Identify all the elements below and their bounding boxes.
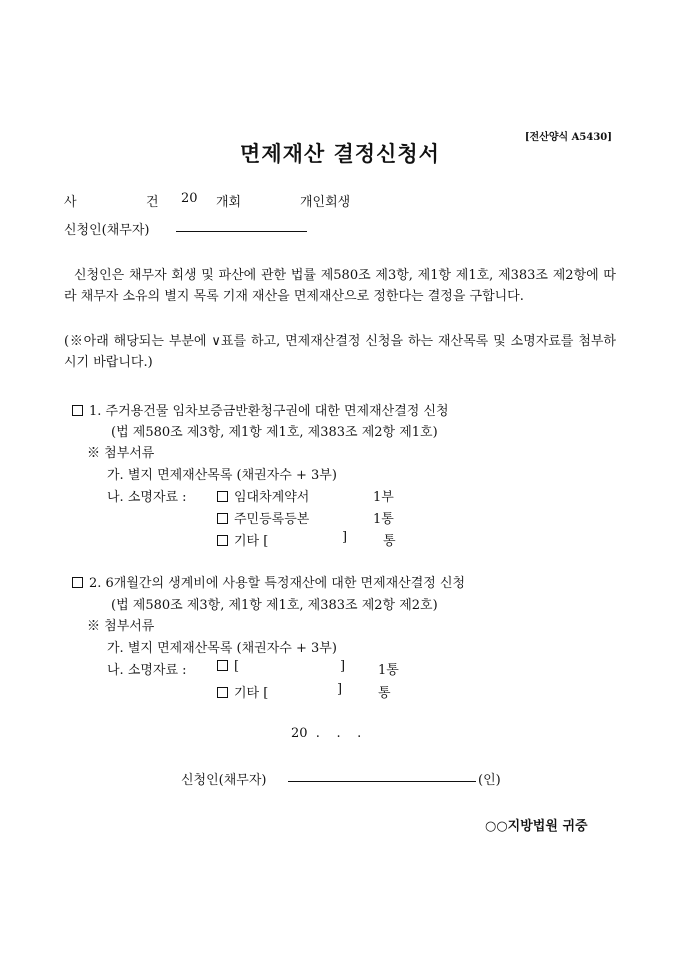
section2-doc-row [217, 682, 268, 701]
section1-doc-row [217, 486, 309, 505]
case-label-sa: 사 [64, 195, 77, 210]
signature-label: 신청인(채무자) [181, 773, 267, 788]
section2-item-ga: 가. 별지 면제재산목록 (채권자수 + 3부) [107, 641, 337, 656]
section1-doc-row [217, 508, 309, 527]
section2-item-na-label: 나. 소명자료 : [107, 663, 187, 678]
section1-item-na-label: 나. 소명자료 : [107, 490, 187, 505]
section1-doc3-close-bracket: ] [342, 530, 348, 545]
section2-title: 2. 6개월간의 생계비에 사용할 특정재산에 대한 면제재산결정 신청 [89, 576, 466, 591]
section1-doc3-checkbox[interactable] [217, 535, 228, 546]
section2-attach-heading: ※ 첨부서류 [87, 619, 155, 634]
section2-law: (법 제580조 제3항, 제1항 제1호, 제383조 제2항 제2호) [111, 598, 438, 613]
case-type-full: 개인회생 [300, 195, 351, 210]
section1-item-ga: 가. 별지 면제재산목록 (채권자수 + 3부) [107, 468, 337, 483]
section2-doc1-name: [ [234, 659, 240, 674]
case-year: 20 [181, 191, 198, 206]
section2-doc1-close-bracket: ] [340, 659, 346, 674]
form-code: [전산양식 A5430] [524, 132, 612, 143]
section1-doc-row [217, 530, 268, 549]
section1-doc2-qty: 1통 [373, 512, 394, 527]
document-title: 면제재산 결정신청서 [240, 141, 440, 166]
section2-title-row [72, 572, 465, 591]
signature-seal: (인) [478, 773, 501, 788]
section1-doc3-name: 기타 [ [234, 534, 269, 549]
section1-checkbox[interactable] [72, 405, 83, 416]
section2-checkbox[interactable] [72, 577, 83, 588]
case-type-short: 개회 [216, 195, 242, 210]
case-label-geon: 건 [146, 195, 159, 210]
section2-doc1-qty: 1통 [378, 663, 399, 678]
applicant-name-field[interactable] [176, 231, 307, 232]
section2-doc-row [217, 659, 239, 674]
date-line: 20 . . . [291, 726, 362, 741]
section1-doc1-name: 임대차계약서 [234, 490, 310, 505]
section2-doc1-checkbox[interactable] [217, 660, 228, 671]
section1-law: (법 제580조 제3항, 제1항 제1호, 제383조 제2항 제1호) [111, 425, 438, 440]
section1-doc3-qty: 통 [383, 534, 396, 549]
section2-doc2-checkbox[interactable] [217, 687, 228, 698]
section1-doc2-checkbox[interactable] [217, 513, 228, 524]
court-addressee: ○○지방법원 귀중 [485, 819, 588, 834]
section1-doc1-qty: 1부 [373, 490, 394, 505]
section1-title: 1. 주거용건물 임차보증금반환청구권에 대한 면제재산결정 신청 [89, 404, 449, 419]
section2-doc2-name: 기타 [ [234, 686, 269, 701]
intro-note: (※아래 해당되는 부분에 ∨표를 하고, 면제재산결정 신청을 하는 재산목록 및 소명자료를 첨부하시기 바랍니다.) [64, 334, 616, 370]
section2-doc2-close-bracket: ] [337, 682, 343, 697]
signature-field[interactable] [288, 781, 476, 782]
section1-doc1-checkbox[interactable] [217, 491, 228, 502]
section1-doc2-name: 주민등록등본 [234, 512, 310, 527]
applicant-label: 신청인(채무자) [64, 223, 150, 238]
section1-attach-heading: ※ 첨부서류 [87, 446, 155, 461]
intro-paragraph: 신청인은 채무자 회생 및 파산에 관한 법률 제580조 제3항, 제1항 제1호, 제383조 제2항에 따라 채무자 소유의 별지 목록 기재 재산을 면제재산으로 정한다는 결정을 구합니다. [64, 268, 616, 304]
section2-doc2-qty: 통 [378, 686, 391, 701]
section1-title-row [72, 400, 449, 419]
